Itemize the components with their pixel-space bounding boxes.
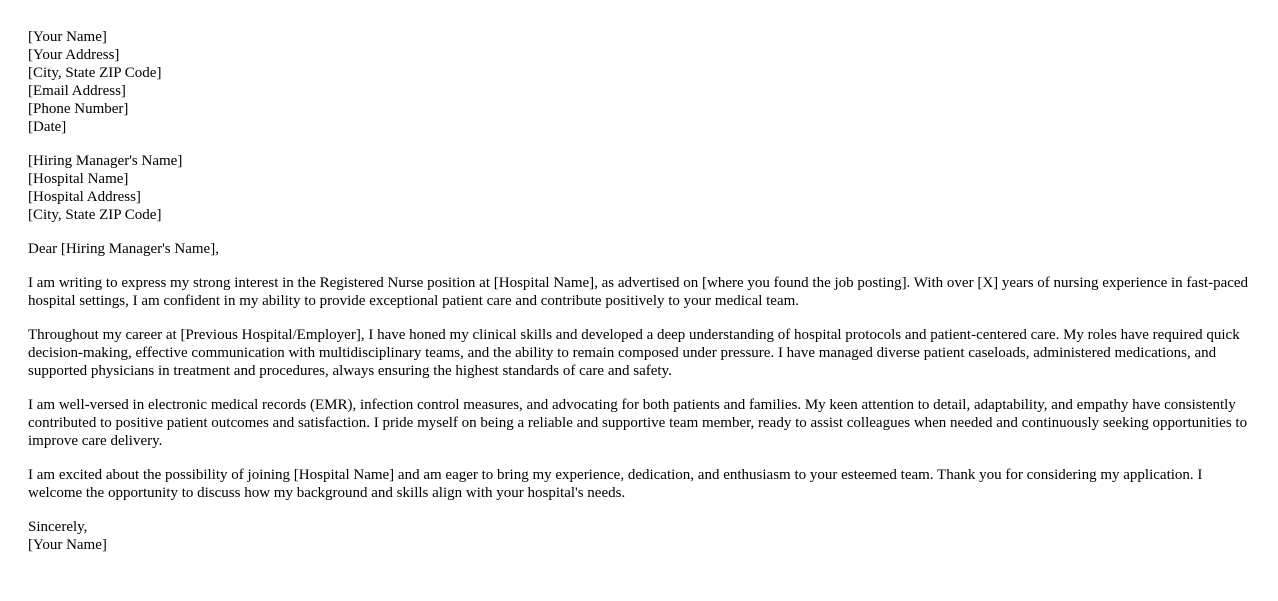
letter-date: [Date] [28,119,67,135]
sender-phone: [Phone Number] [28,101,129,117]
sender-city-state-zip: [City, State ZIP Code] [28,65,162,81]
recipient-address: [Hospital Address] [28,189,141,205]
sender-email: [Email Address] [28,83,126,99]
salutation: Dear [Hiring Manager's Name], [28,241,219,257]
body-paragraph-intro: I am writing to express my strong interest in the Registered Nurse position at [Hospital Name], as advertised on [where you found the job posting]. With over [X] years of nursing experience in fast-paced hospital settings, I am confident in my ability to provide exceptional patient care and contribute positively to your medical team. [28,275,1249,309]
recipient-hospital: [Hospital Name] [28,171,129,187]
body-paragraph-closing: I am excited about the possibility of joining [Hospital Name] and am eager to bring my experience, dedication, and enthusiasm to your esteemed team. Thank you for considering my application. I welcome the opportunity to discuss how my background and skills align with your hospital's needs. [28,467,1203,501]
sender-name: [Your Name] [28,29,107,45]
recipient-name: [Hiring Manager's Name] [28,153,183,169]
valediction: Sincerely, [28,519,88,535]
sender-address: [Your Address] [28,47,120,63]
recipient-city-state-zip: [City, State ZIP Code] [28,207,162,223]
body-paragraph-experience: Throughout my career at [Previous Hospital/Employer], I have honed my clinical skills and developed a deep understanding of hospital protocols and patient-centered care. My roles have required quick decision-making, effective communication with multidisciplinary teams, and the ability to remain composed under pressure. I have managed diverse patient caseloads, administered medications, and supported physicians in treatment and procedures, always ensuring the highest standards of care and safety. [28,327,1240,379]
sender-block [28,28,1250,136]
closing-block [28,518,1250,554]
body-paragraph-skills: I am well-versed in electronic medical records (EMR), infection control measures, and advocating for both patients and families. My keen attention to detail, adaptability, and empathy have consistently contributed to positive patient outcomes and satisfaction. I pride myself on being a reliable and supportive team member, ready to assist colleagues when needed and continuously seeking opportunities to improve care delivery. [28,397,1248,449]
recipient-block [28,152,1250,224]
cover-letter [28,28,1250,554]
signature-name: [Your Name] [28,537,107,553]
